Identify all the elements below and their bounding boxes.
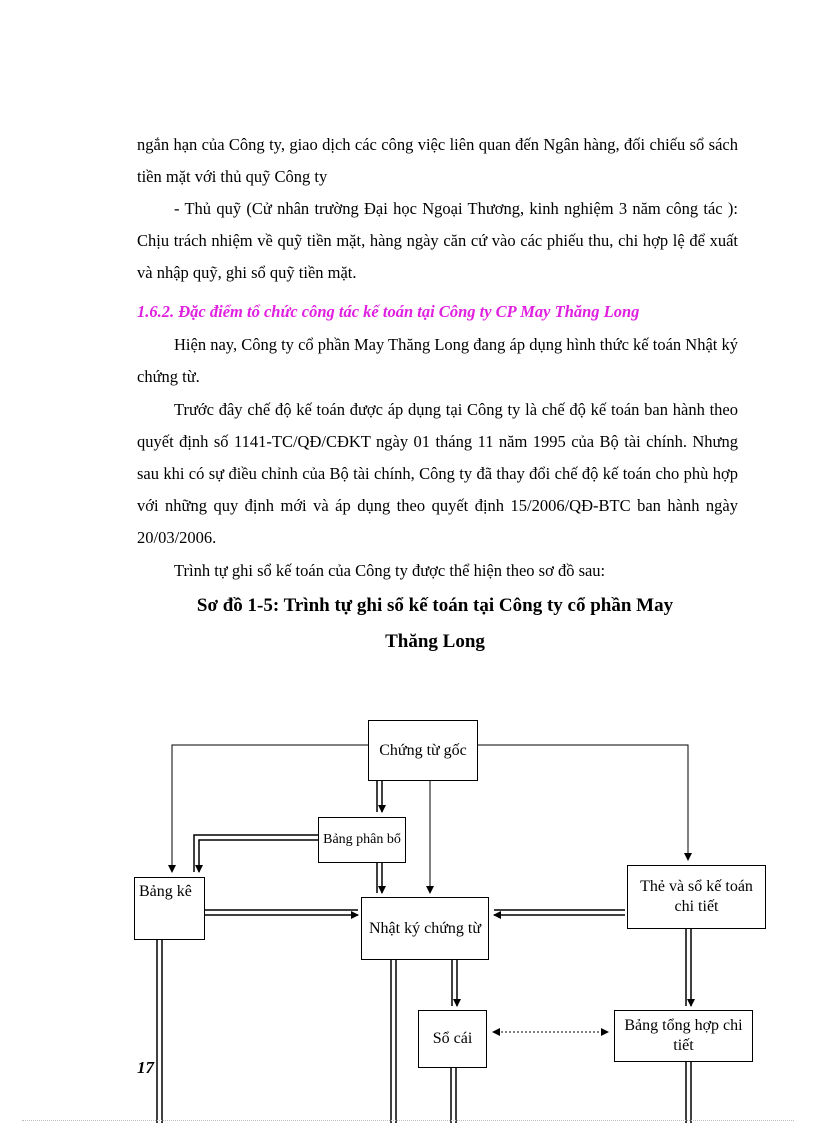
node-bang-phan-bo: Bảng phân bổ [318, 817, 406, 863]
node-the-va-so-ke-toan-chi-tiet: Thẻ và sổ kế toán chi tiết [627, 865, 766, 929]
paragraph-accounting-form: Hiện nay, Công ty cổ phần May Thăng Long đang áp dụng hình thức kế toán Nhật ký chứng từ. [137, 335, 738, 386]
node-chung-tu-goc: Chứng từ gốc [368, 720, 478, 781]
arrow-goc-to-the [478, 745, 688, 860]
section-heading: 1.6.2. Đặc điểm tổ chức công tác kế toán tại Công ty CP May Thăng Long [137, 302, 640, 321]
paragraph-bank-duties: ngắn hạn của Công ty, giao dịch các công việc liên quan đến Ngân hàng, đối chiếu sổ sách tiền mặt với thủ quỹ Công ty [137, 135, 738, 186]
page-number: 17 [137, 1058, 154, 1077]
node-bang-ke: Bảng kê [134, 877, 205, 940]
node-nhat-ky-chung-tu: Nhật ký chứng từ [361, 897, 489, 960]
paragraph-cashier: - Thủ quỹ (Cử nhân trường Đại học Ngoại Thương, kinh nghiệm 3 năm công tác ): Chịu trách nhiệm về quỹ tiền mặt, hàng ngày căn cứ vào các phiếu thu, chi hợp lệ để xuất và nhập quỹ, ghi sổ quỹ tiền mặt. [137, 199, 738, 282]
paragraph-diagram-intro: Trình tự ghi sổ kế toán của Công ty được thể hiện theo sơ đồ sau: [174, 561, 606, 580]
paragraph-accounting-regime: Trước đây chế độ kế toán được áp dụng tại Công ty là chế độ kế toán ban hành theo quyết định số 1141-TC/QĐ/CĐKT ngày 01 tháng 11 năm 1995 của Bộ tài chính. Nhưng sau khi có sự điều chỉnh của Bộ tài chính, Công ty đã thay đổi chế độ kế toán cho phù hợp với những quy định mới và áp dụng theo quyết định 15/2006/QĐ-BTC ban hành ngày 20/03/2006. [137, 400, 738, 547]
diagram-caption-line2: Thăng Long [385, 631, 485, 652]
diagram-caption-line1: Sơ đồ 1-5: Trình tự ghi sổ kế toán tại Công ty cổ phần May [196, 595, 674, 616]
node-so-cai: Sổ cái [418, 1010, 487, 1068]
arrow-phanbo-to-bangke-2 [199, 840, 318, 872]
footer-divider [22, 1120, 794, 1121]
node-bang-tong-hop-chi-tiet: Bảng tổng hợp chi tiết [614, 1010, 753, 1062]
